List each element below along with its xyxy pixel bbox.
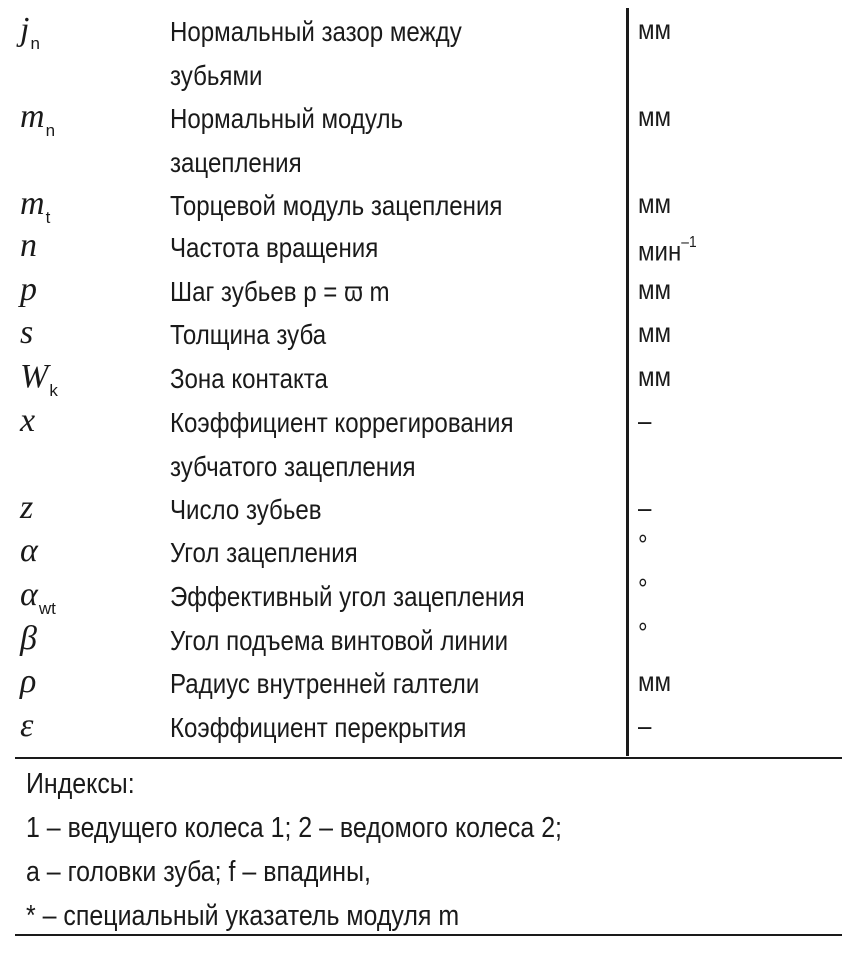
unit-cell (638, 569, 648, 609)
description-line: Зона контакта (170, 363, 328, 394)
indices-section (26, 762, 826, 938)
symbol-cell (20, 401, 35, 446)
description-line: Торцевой модуль зацепления (170, 190, 503, 221)
description-line: Угол подъема винтовой линии (170, 625, 509, 656)
unit-text: мм (638, 14, 672, 45)
description-line: Частота вращения (170, 232, 379, 263)
unit-cell (638, 97, 671, 137)
indices-line: 1 – ведущего колеса 1; 2 – ведомого колеса 2; (26, 812, 562, 844)
description-cell (170, 619, 559, 663)
description-line: Коэффициент коррегирования (170, 407, 514, 438)
description-cell (170, 662, 559, 706)
unit-text: мм (638, 101, 672, 132)
description-line: Коэффициент перекрытия (170, 712, 467, 743)
unit-text: ° (638, 573, 648, 604)
bottom-divider (15, 934, 842, 936)
description-line: Угол зацепления (170, 537, 358, 568)
unit-text: мм (638, 666, 672, 697)
symbol-cell (20, 313, 33, 358)
symbol-cell (20, 488, 33, 533)
unit-cell (638, 525, 648, 565)
unit-cell (638, 226, 697, 271)
description-line: Число зубьев (170, 494, 322, 525)
symbol-text: n (20, 227, 37, 264)
unit-cell (638, 488, 651, 528)
unit-text: мм (638, 188, 672, 219)
symbol-text: β (20, 620, 37, 657)
description-line: Толщина зуба (170, 319, 327, 350)
symbol-cell (20, 226, 37, 271)
symbol-cell (20, 184, 49, 229)
symbol-cell (20, 706, 33, 751)
symbol-text: x (20, 402, 36, 439)
description-line: Радиус внутренней галтели (170, 668, 480, 699)
symbol-cell (20, 619, 37, 664)
symbol-text: m (20, 98, 45, 135)
symbol-subscript: wt (38, 599, 56, 618)
symbol-subscript: t (45, 208, 51, 227)
column-divider (626, 8, 629, 756)
unit-cell (638, 706, 651, 746)
unit-cell (638, 357, 671, 397)
symbol-cell (20, 270, 37, 315)
indices-line: a – головки зуба; f – впадины, (26, 856, 371, 888)
unit-cell (638, 401, 651, 441)
description-line: Шаг зубьев p = ϖ m (170, 276, 390, 307)
unit-text: ° (638, 529, 648, 560)
description-cell (170, 10, 559, 98)
description-cell (170, 184, 559, 228)
symbol-cell (20, 357, 57, 402)
symbol-cell (20, 97, 54, 142)
unit-superscript: –1 (681, 234, 697, 251)
description-line: Нормальный зазор между (170, 16, 462, 47)
description-line: зубьями (170, 60, 263, 91)
symbol-cell (20, 531, 38, 576)
symbol-text: α (20, 532, 38, 569)
symbol-subscript: k (49, 381, 58, 400)
symbol-cell (20, 662, 36, 707)
description-cell (170, 488, 559, 532)
unit-text: – (638, 492, 652, 523)
unit-text: – (638, 405, 652, 436)
symbol-text: z (20, 489, 34, 526)
unit-text: мин (638, 235, 682, 267)
unit-text: мм (638, 317, 672, 348)
description-cell (170, 97, 559, 185)
symbol-text: m (20, 185, 45, 222)
symbol-subscript: n (45, 121, 56, 140)
unit-cell (638, 10, 671, 50)
description-line: зацепления (170, 147, 302, 178)
description-cell (170, 357, 559, 401)
unit-cell (638, 662, 671, 702)
description-line: зубчатого зацепления (170, 451, 416, 482)
unit-text: ° (638, 617, 648, 648)
unit-cell (638, 184, 671, 224)
indices-line: * – специальный указатель модуля m (26, 900, 460, 932)
indices-heading: Индексы: (26, 768, 135, 800)
unit-text: – (638, 710, 652, 741)
symbol-subscript: n (30, 34, 40, 53)
symbol-text: W (20, 358, 49, 395)
description-line: Эффективный угол зацепления (170, 581, 525, 612)
symbol-text: ρ (20, 663, 37, 700)
symbol-cell (20, 10, 39, 55)
symbol-text: s (20, 314, 34, 351)
unit-cell (638, 313, 671, 353)
symbol-text: p (20, 271, 37, 308)
description-cell (170, 270, 559, 314)
description-cell (170, 401, 559, 489)
description-cell (170, 575, 559, 619)
description-cell (170, 313, 559, 357)
symbol-text: ε (20, 707, 34, 744)
section-divider (15, 757, 842, 759)
description-cell (170, 226, 559, 270)
symbol-text: j (20, 11, 30, 48)
unit-cell (638, 270, 671, 310)
unit-text: мм (638, 361, 672, 392)
symbol-cell (20, 575, 55, 620)
symbol-text: α (20, 576, 38, 613)
description-cell (170, 531, 559, 575)
description-cell (170, 706, 559, 750)
unit-cell (638, 613, 648, 653)
unit-text: мм (638, 274, 672, 305)
description-line: Нормальный модуль (170, 103, 404, 134)
